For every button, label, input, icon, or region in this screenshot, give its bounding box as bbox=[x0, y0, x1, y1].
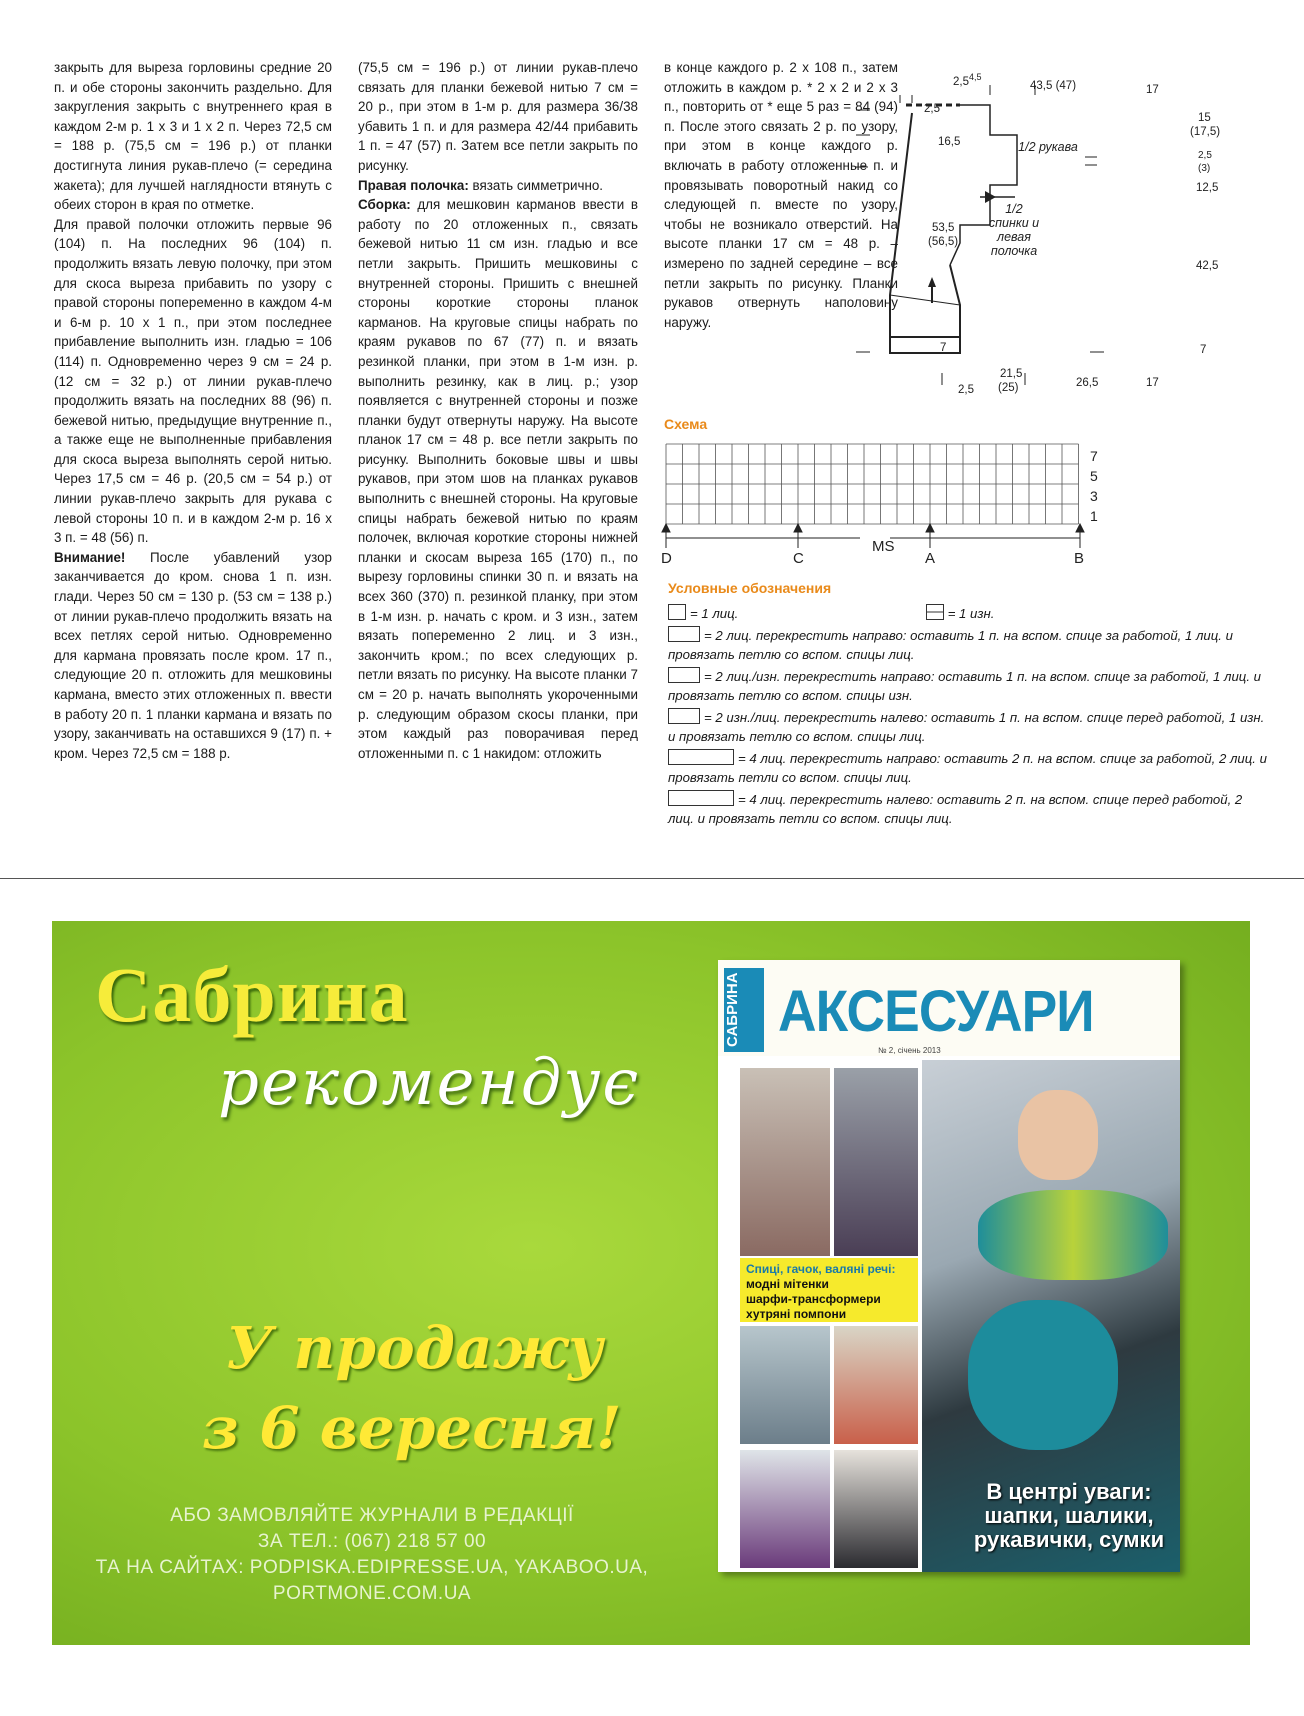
col2-assembly bbox=[358, 195, 638, 763]
col3-text: в конце каждого р. 2 х 108 п., затем отложить в каждом р. * 2 х 2 и 2 х 3 п., повторить от * еще 5 раз = 84 (94) п. После этого связать 2 р. по узору, при этом в конце каждого р. включать в работу отложенные п. и провязывать поворотный накид со следующей п. вместе по узору, чтобы не возникало отверстий. На высоте планки 17 см = 48 р. – измерено по задней середине – все петли закрыть по рисунку. Планки рукавов отвернуть наполовину наружу. bbox=[664, 60, 898, 330]
col1-para-1: закрыть для выреза горловины средние 20 п. и обе стороны закончить раздельно. Для закругления закрыть с внутреннего края в каждом 2-м р. 1 х 3 и 1 х 2 п. Через 72,5 см = 188 р. (75,5 см = 196 р.) от планки достигнута линия рукав-плечо (= середина жакета); для лучшей наглядности втянуть с обеих сторон в края по отметке. bbox=[54, 60, 332, 213]
dim-right-a: 15 bbox=[1198, 112, 1211, 124]
marker-ms: MS bbox=[872, 538, 895, 555]
feature-line-2: модні мітенки bbox=[746, 1277, 829, 1291]
article-column-1 bbox=[54, 58, 332, 763]
dim-top-a: 2,5$^{4,5}$ bbox=[953, 72, 982, 88]
assembly-text: для мешковин карманов ввести в работу по 20 отложенных п., связать бежевой нитью 11 см изн. гладью и все петли закрыть. Пришить мешковины с внутренней стороны. Пришить с внешней стороны короткие стороны планок карманов. На круговые спицы набрать по краям рукавов по 67 (77) п. и вязать резинкой планки, при этом в 1-м изн. р. выполнить резинку, как в лиц. р.; узор появляется с внутренней стороны и позже планки будут отвернуты наружу. На высоте планок 17 см = 48 р. все петли закрыть по рисунку. Выполнить боковые швы и швы рукавов, при этом шов на планках рукавов выполнить с внешней стороны. На круговые спицы набрать бежевой нитью по краям полочек, включая короткие стороны нижней планки и скосам выреза 165 (170) п., по вырезу горловины спинки 30 п. и вязать на всех 360 (370) п. резинкой планку, при этом в 1-м изн. р. начать с кром. и 3 изн., затем вязать попеременно 2 лиц. и 3 изн., закончить кром.; по всех следующих р. петли вязать по рисунку. На высоте планки 7 см = 20 р. начать выполнять укороченными р. следующим образом скосы планки, при этом каждый раз поворачивая перед отложенными п. с 1 накидом: отложить bbox=[358, 197, 638, 761]
cross-right-4-icon bbox=[668, 749, 734, 765]
contact-line-3: ТА НА САЙТАХ: PODPISKA.EDIPRESSE.UA, YAKABOO.UA, bbox=[95, 1557, 649, 1578]
col1-para-3-text: После убавлений узор заканчивается до кром. снова 1 п. изн. глади. Через 50 см = 130 р. (53 см = 138 р.) от линии рукав-плечо продолжить вязать на всех петлях серой нитью. Одновременно для кармана провязать после кром. 17 п., следующие 20 п. отложить для мешковины кармана, вместо этих отложенных п. ввести в работу 20 п. 1 планки кармана и вязать по узору, заканчивать на оставшихся 9 (17) п. + кром. Через 72,5 см = 188 р. bbox=[54, 549, 332, 761]
dim-right-d: 42,5 bbox=[1196, 260, 1219, 272]
assembly-label: Сборка: bbox=[358, 197, 411, 213]
cover-scarf bbox=[978, 1190, 1168, 1280]
feature-line-1: Спиці, гачок, валяні речі: bbox=[746, 1262, 896, 1276]
cover-photo-6 bbox=[834, 1450, 918, 1568]
marker-d: D bbox=[661, 550, 672, 567]
marker-a: A bbox=[925, 550, 936, 567]
contact-line-4: PORTMONE.COM.UA bbox=[272, 1583, 472, 1604]
dim-top-d: 17 bbox=[1146, 84, 1159, 96]
legend bbox=[668, 604, 1268, 831]
dim-right-e: 7 bbox=[1200, 344, 1207, 356]
dim-left-b: 16,5 bbox=[938, 136, 961, 148]
dim-left-d: 7 bbox=[940, 342, 947, 354]
dim-right-c: 12,5 bbox=[1196, 182, 1219, 194]
right-front-text: вязать симметрично. bbox=[468, 177, 604, 193]
marker-b: B bbox=[1074, 550, 1085, 567]
dim-bottom-a: 2,5 bbox=[958, 384, 974, 396]
cover-photo-4 bbox=[834, 1326, 918, 1444]
col1-para-3 bbox=[54, 548, 332, 764]
dim-bottom-b: 21,5 bbox=[1000, 368, 1023, 380]
article-column-2 bbox=[358, 58, 638, 763]
contact-line-2: ЗА ТЕЛ.: (067) 218 57 00 bbox=[257, 1531, 487, 1552]
cover-bag bbox=[968, 1300, 1118, 1450]
row-3: 3 bbox=[1090, 488, 1098, 504]
knit-symbol-icon bbox=[668, 604, 686, 620]
col2-right-front bbox=[358, 176, 638, 196]
feature-line-4: хутряні помпони bbox=[746, 1307, 847, 1321]
contact-line-1: АБО ЗАМОВЛЯЙТЕ ЖУРНАЛИ В РЕДАКЦІЇ bbox=[170, 1505, 574, 1526]
row-1: 1 bbox=[1090, 508, 1098, 524]
brand-logo: Сабрина bbox=[95, 951, 409, 1038]
legend-k1-p1: = 1 лиц. = 1 изн. bbox=[668, 604, 1268, 623]
cover-photo-1 bbox=[740, 1068, 830, 1256]
dim-left-c2: (56,5) bbox=[928, 236, 959, 248]
cover-model-face bbox=[1018, 1090, 1098, 1180]
magazine-brand-vertical: САБРИНА bbox=[724, 968, 764, 1052]
legend-title: Условные обозначения bbox=[668, 580, 832, 596]
magazine-title: АКСЕСУАРИ bbox=[778, 979, 1094, 1044]
col2-intro: (75,5 см = 196 р.) от линии рукав-плечо связать для планки бежевой нитью 7 см = 20 р., при этом в 1-м р. для размера 36/38 убавить 1 п. и для размера 42/44 прибавить 1 п. = 47 (57) п. Затем все петли закрыть по рисунку. bbox=[358, 60, 638, 173]
dim-left-a: 2,5 bbox=[924, 103, 940, 115]
cover-photo-5 bbox=[740, 1450, 830, 1568]
dim-right-a2: (17,5) bbox=[1190, 126, 1221, 138]
label-back-front: 1/2 спинки и левая полочка bbox=[988, 202, 1040, 258]
cross-right-2-icon bbox=[668, 626, 700, 642]
dim-right-b: 2,5 bbox=[1198, 150, 1212, 161]
cross-left-4-icon bbox=[668, 790, 734, 806]
sale-line-1: У продажу bbox=[226, 1314, 603, 1382]
dim-top-c: 43,5 (47) bbox=[1030, 80, 1077, 92]
attention-label: Внимание! bbox=[54, 549, 126, 565]
cover-photo-2 bbox=[834, 1068, 918, 1256]
legend-item-1: = 2 лиц. перекрестить направо: оставить 1 п. на вспом. спице за работой, 1 лиц. и провязать петлю со вспом. спицы лиц. bbox=[668, 628, 1233, 662]
feature-line-3: шарфи-трансформери bbox=[746, 1292, 881, 1306]
sale-line-2: з 6 вересня! bbox=[202, 1394, 622, 1462]
dim-bottom-c: 26,5 bbox=[1076, 377, 1099, 389]
recommend-text: рекомендує bbox=[218, 1046, 641, 1120]
magazine-issue: № 2, січень 2013 bbox=[878, 1046, 941, 1055]
cover-photo-3 bbox=[740, 1326, 830, 1444]
magazine-cover bbox=[718, 960, 1180, 1572]
schema-title: Схема bbox=[664, 416, 708, 432]
cross-left-pk-icon bbox=[668, 708, 700, 724]
pattern-diagram bbox=[660, 55, 1270, 415]
magazine-feature-box bbox=[740, 1258, 918, 1322]
dim-right-b2: (3) bbox=[1198, 163, 1211, 174]
label-sleeve: 1/2 рукава bbox=[1018, 140, 1078, 154]
cross-right-kp-icon bbox=[668, 667, 700, 683]
dim-bottom-b2: (25) bbox=[998, 382, 1019, 394]
row-7: 7 bbox=[1090, 448, 1098, 464]
row-5: 5 bbox=[1090, 468, 1098, 484]
right-front-label: Правая полочка: bbox=[358, 177, 469, 193]
section-divider bbox=[0, 878, 1304, 879]
dim-bottom-d: 17 bbox=[1146, 377, 1159, 389]
legend-item-2: = 2 лиц./изн. перекрестить направо: оставить 1 п. на вспом. спице за работой, 1 лиц. и провязать петлю со вспом. спицы изн. bbox=[668, 669, 1261, 703]
legend-item-4: = 4 лиц. перекрестить направо: оставить 2 п. на вспом. спице за работой, 2 лиц. и провязать петли со вспом. спицы лиц. bbox=[668, 751, 1267, 785]
purl-symbol-icon bbox=[926, 604, 944, 620]
legend-item-5: = 4 лиц. перекрестить налево: оставить 2 п. на вспом. спице перед работой, 2 лиц. и провязать петли со вспом. спицы лиц. bbox=[668, 792, 1243, 826]
dim-left-c: 53,5 bbox=[932, 222, 955, 234]
col1-para-2: Для правой полочки отложить первые 96 (104) п. На последних 96 (104) п. продолжить вязать левую полочку, при этом для скоса выреза прибавить по узору с правой стороны попеременно в каждом 4-м и 6-м р. 10 х 1 п., при этом последнее прибавление выполнить изн. гладью = 106 (114) п. Одновременно через 9 см = 24 р. (12 см = 32 р.) от линии рукав-плечо продолжить вязать на последних 88 (96) п. бежевой нитью, предыдущие внутренние п., а также еще не выполненные прибавления для скоса выреза выполнять серой нитью. Через 17,5 см = 46 р. (20,5 см = 54 р.) от линии рукав-плечо закрыть для рукава с левой стороны 10 п. и в каждом 2-м р. 16 х 3 п. = 48 (56) п. bbox=[54, 216, 332, 546]
legend-item-3: = 2 изн./лиц. перекрестить налево: оставить 1 п. на вспом. спице перед работой, 1 изн. и провязать петлю со вспом. спицы лиц. bbox=[668, 710, 1265, 744]
magazine-focus-text: В центрі уваги: шапки, шалики, рукавички, сумки bbox=[973, 1479, 1165, 1552]
contact-info bbox=[92, 1503, 652, 1607]
marker-c: C bbox=[793, 550, 804, 567]
